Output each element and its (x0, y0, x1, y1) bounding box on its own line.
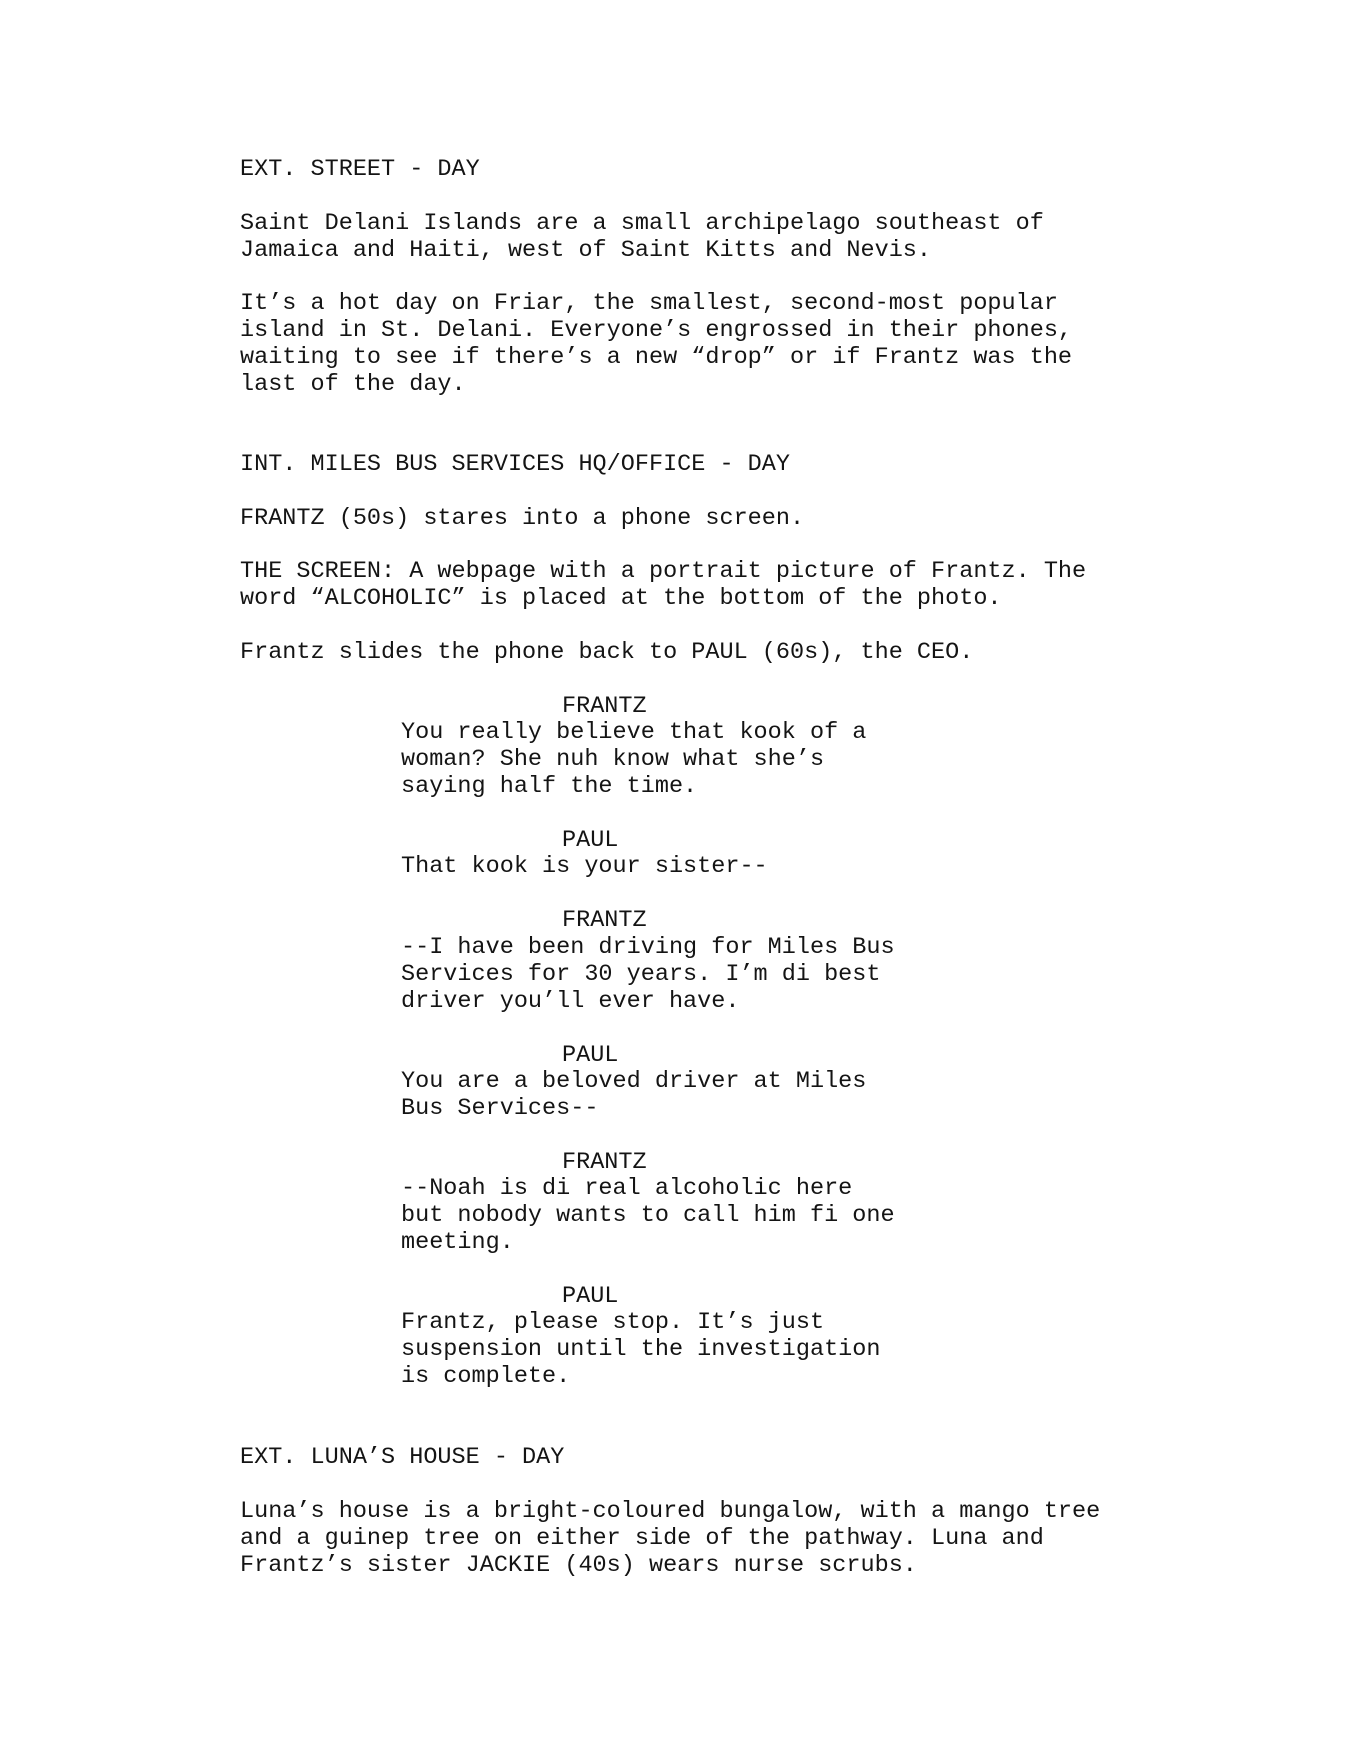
action-the-screen: THE SCREEN: A webpage with a portrait picture of Frantz. The word “ALCOHOLIC” is placed at the bottom of the photo. (240, 558, 1087, 612)
action-frantz-stares: FRANTZ (50s) stares into a phone screen. (240, 505, 805, 532)
scene-heading-lunas-house: EXT. LUNA’S HOUSE - DAY (240, 1444, 565, 1471)
dialogue-line: That kook is your sister-- (401, 853, 768, 880)
scene-heading-office: INT. MILES BUS SERVICES HQ/OFFICE - DAY (240, 451, 790, 478)
character-cue: PAUL (562, 1283, 619, 1310)
character-cue: PAUL (562, 1042, 619, 1069)
dialogue-line: --Noah is di real alcoholic here but nobody wants to call him fi one meeting. (401, 1175, 895, 1256)
action-hot-day: It’s a hot day on Friar, the smallest, second-most popular island in St. Delani. Everyone’s engrossed in their phones, waiting to see if there’s a new “drop” or if Frantz was the last of the day. (240, 290, 1073, 398)
action-bungalow: Luna’s house is a bright-coloured bungalow, with a mango tree and a guinep tree on either side of the pathway. Luna and Frantz’s sister JACKIE (40s) wears nurse scrubs. (240, 1498, 1101, 1579)
dialogue-line: --I have been driving for Miles Bus Services for 30 years. I’m di best driver you’ll ever have. (401, 934, 895, 1015)
character-cue: PAUL (562, 827, 619, 854)
dialogue-line: You really believe that kook of a woman? She nuh know what she’s saying half the time. (401, 719, 867, 800)
scene-heading-street: EXT. STREET - DAY (240, 156, 480, 183)
character-cue: FRANTZ (562, 1149, 647, 1176)
dialogue-line: Frantz, please stop. It’s just suspension until the investigation is complete. (401, 1309, 881, 1390)
character-cue: FRANTZ (562, 907, 647, 934)
character-cue: FRANTZ (562, 693, 647, 720)
dialogue-line: You are a beloved driver at Miles Bus Services-- (401, 1068, 867, 1122)
action-slides-phone: Frantz slides the phone back to PAUL (60s), the CEO. (240, 639, 974, 666)
action-archipelago: Saint Delani Islands are a small archipelago southeast of Jamaica and Haiti, west of Saint Kitts and Nevis. (240, 210, 1044, 264)
